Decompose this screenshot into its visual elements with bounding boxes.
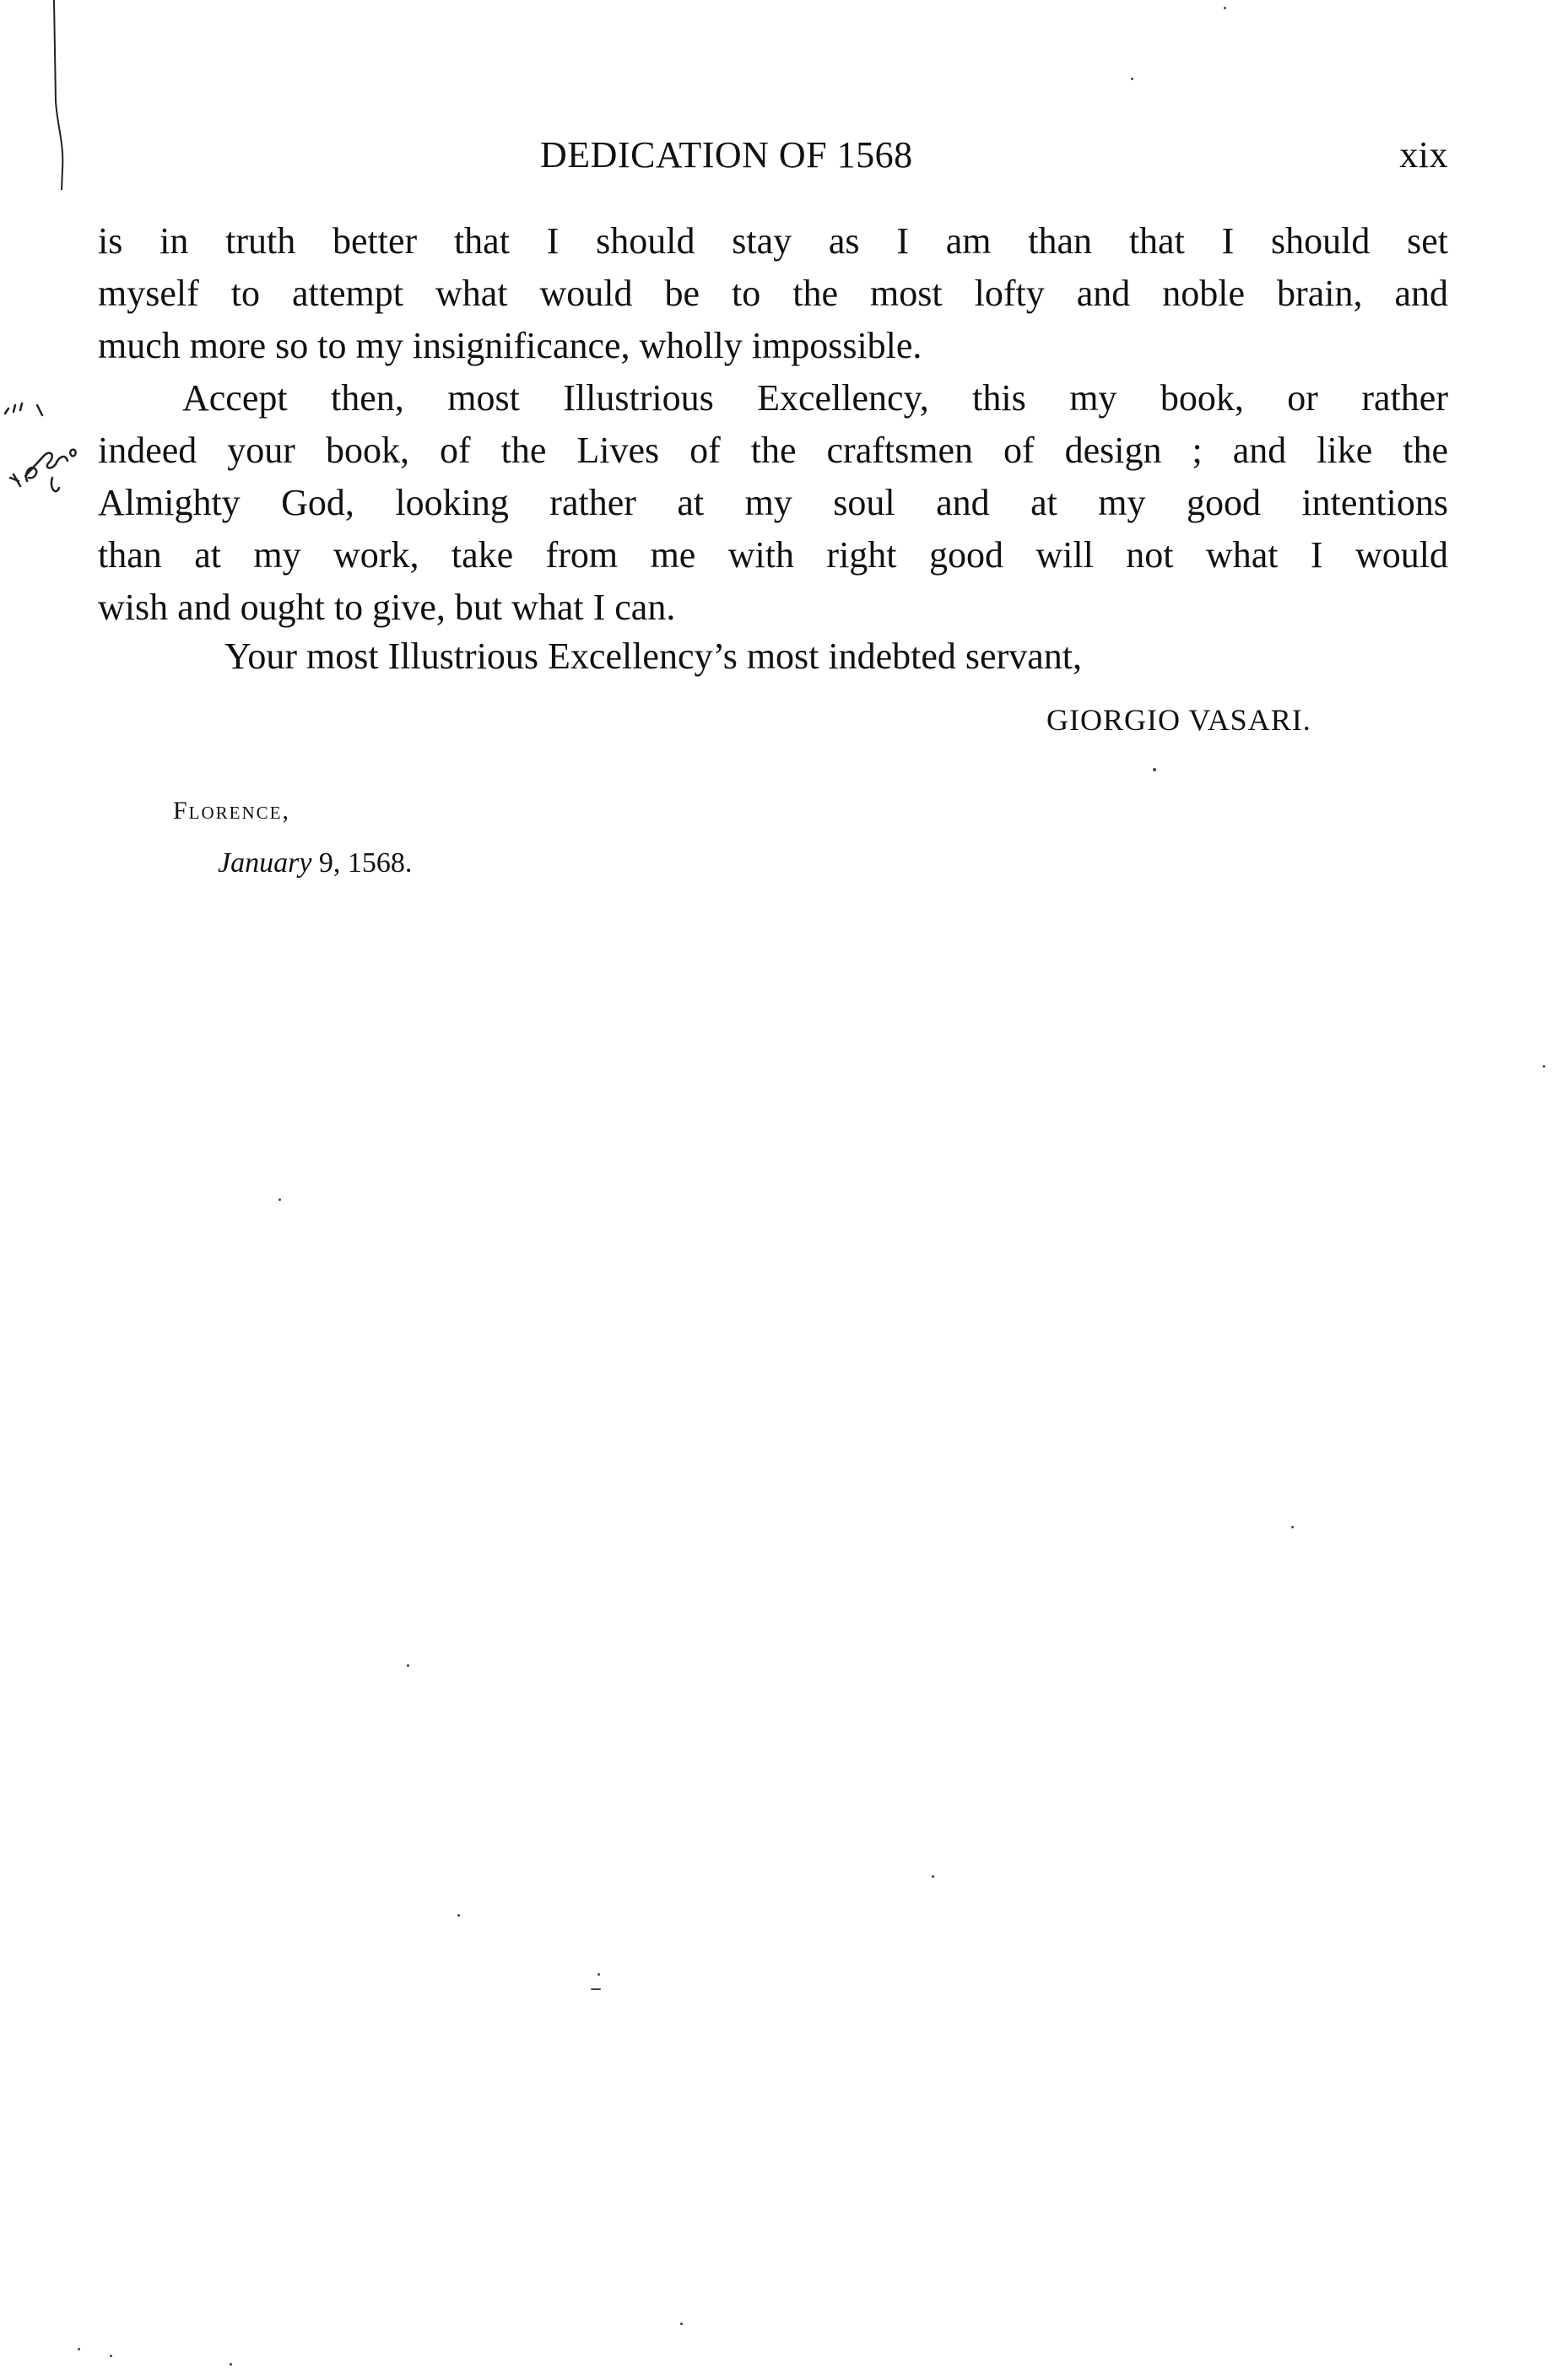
- text-line: much more so to my insignificance, wholly impossible.: [98, 325, 922, 366]
- paper-speck: [278, 1198, 281, 1201]
- text-line: Almighty God, looking rather at my soul and at my good intentions: [98, 482, 1448, 523]
- paper-speck: [932, 1875, 934, 1878]
- paper-speck: [1153, 768, 1156, 771]
- paper-speck: [597, 1973, 600, 1976]
- dateline-month: January: [218, 847, 312, 879]
- handwritten-margin-note: [0, 397, 84, 523]
- paper-speck: [230, 2363, 232, 2366]
- paper-speck: [1543, 1065, 1545, 1068]
- closing-salutation: Your most Illustrious Excellency’s most indebted servant,: [224, 636, 1082, 677]
- signature: GIORGIO VASARI.: [1046, 703, 1311, 737]
- margin-pencil-line: [47, 0, 73, 194]
- paper-speck: [591, 1988, 601, 1990]
- dateline-place: Florence,: [173, 797, 291, 825]
- paper-speck: [78, 2348, 80, 2350]
- paper-speck: [407, 1664, 409, 1667]
- running-title: DEDICATION OF 1568: [540, 134, 913, 176]
- text-line: myself to attempt what would be to the most lofty and noble brain, and: [98, 273, 1448, 314]
- page-header: [98, 133, 1448, 184]
- paper-speck: [680, 2323, 683, 2325]
- paper-speck: [1131, 78, 1133, 80]
- paper-speck: [1224, 7, 1226, 9]
- paper-speck: [110, 2355, 112, 2357]
- dateline-day-year: 9, 1568.: [311, 847, 413, 879]
- paper-speck: [457, 1914, 460, 1917]
- dedication-text: [98, 215, 1448, 634]
- text-line: wish and ought to give, but what I can.: [98, 587, 676, 628]
- dateline-date: [218, 847, 412, 879]
- text-line: indeed your book, of the Lives of the craftsmen of design ; and like the: [98, 430, 1448, 471]
- text-line: Accept then, most Illustrious Excellency, this my book, or rather: [182, 377, 1448, 419]
- page-number: xix: [1399, 134, 1448, 176]
- text-line: than at my work, take from me with right good will not what I would: [98, 534, 1448, 576]
- paper-speck: [1291, 1526, 1294, 1528]
- text-line: is in truth better that I should stay as I am than that I should set: [98, 220, 1448, 262]
